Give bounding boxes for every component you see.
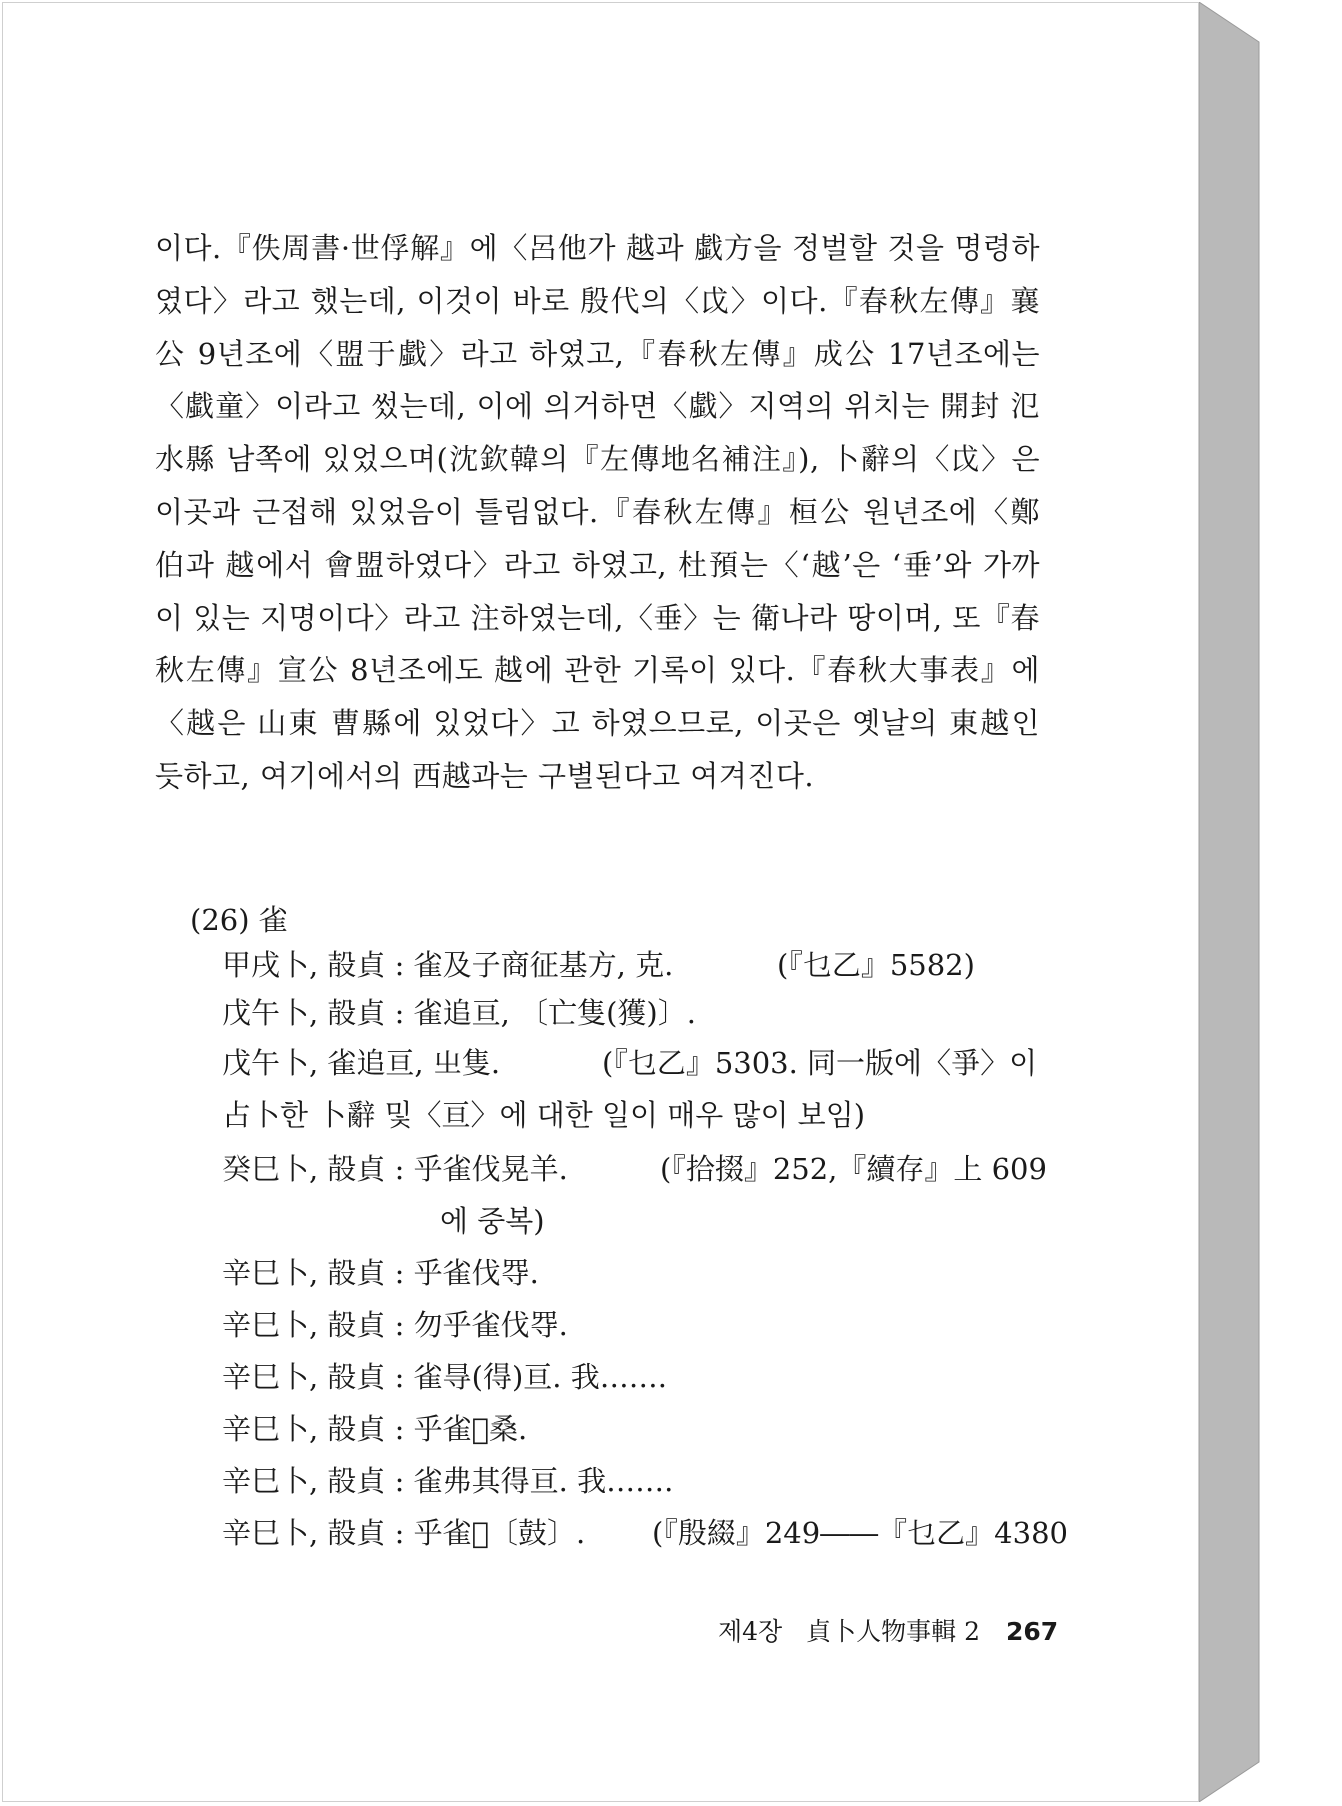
inscription-text: 辛巳卜, 㱿貞 : 乎雀伐㝶. [222, 1256, 539, 1290]
inscription-source: (『拾掇』252,『續存』上 609 [660, 1152, 1047, 1186]
inscription-source: (『乜乙』5582) [777, 948, 975, 982]
inscription-text: 占卜한 卜辭 및〈亘〉에 대한 일이 매우 많이 보임) [222, 1098, 866, 1132]
inscription-source: (『殷綴』249――『乜乙』4380 [652, 1516, 1068, 1550]
inscription-line [222, 1461, 673, 1501]
section-heading: (26) 雀 [190, 903, 288, 937]
inscription-line [222, 1305, 568, 1345]
inscription-line [222, 945, 975, 985]
inscription-line [222, 1149, 1047, 1189]
inscription-text: 辛巳卜, 㱿貞 : 乎雀𦎫〔鼓〕. [222, 1516, 586, 1550]
footer-chapter: 제4장 [718, 1617, 783, 1646]
inscription-text: 辛巳卜, 㱿貞 : 雀㝵(得)亘. 我……. [222, 1360, 667, 1394]
inscription-line [222, 1253, 539, 1293]
inscription-text: 癸巳卜, 㱿貞 : 乎雀伐晃羊. [222, 1152, 568, 1186]
inscription-text: 辛巳卜, 㱿貞 : 雀弗其得亘. 我……. [222, 1464, 674, 1498]
inscription-text: 戊午卜, 雀追亘, 㞢隻. [222, 1046, 501, 1080]
inscription-line [222, 1043, 1038, 1083]
inscription-text: 에 중복) [440, 1204, 545, 1238]
inscription-text: 戊午卜, 㱿貞 : 雀追亘, 〔亡隻(獲)〕. [222, 996, 696, 1030]
inscription-line [440, 1201, 545, 1241]
footer-title: 貞卜人物事輯 2 [806, 1617, 981, 1646]
inscription-line [222, 1357, 667, 1397]
inscription-text: 辛巳卜, 㱿貞 : 乎雀𦎫桑. [222, 1412, 528, 1446]
inscription-text: 辛巳卜, 㱿貞 : 勿乎雀伐㝶. [222, 1308, 568, 1342]
inscription-text: 甲戌卜, 㱿貞 : 雀及子商征基方, 克. [222, 948, 674, 982]
inscription-line [222, 1095, 865, 1135]
inscription-line [222, 993, 696, 1033]
running-footer [718, 1614, 1058, 1650]
inscription-line [222, 1409, 527, 1449]
inscription-source: (『乜乙』5303. 同一版에〈爭〉이 [602, 1046, 1038, 1080]
book-spine [1199, 2, 1269, 1802]
body-paragraph: 이다.『佚周書·世俘解』에〈呂他가 越과 戱方을 정벌할 것을 명령하였다〉라고 했는데, 이것이 바로 殷代의〈戉〉이다.『春秋左傳』襄公 9년조에〈盟于戱〉라고 하였고,『春秋左傳』成公 17년조에는〈戱童〉이라고 썼는데, 이에 의거하면〈戱〉지역의 위치는 開封 氾水縣 남쪽에 있었으며(沈欽韓의『左傳地名補注』), 卜辭의〈戉〉은 이곳과 근접해 있었음이 틀림없다.『春秋左傳』桓公 원년조에〈鄭伯과 越에서 會盟하였다〉라고 하였고, 杜預는〈‘越’은 ‘垂’와 가까이 있는 지명이다〉라고 注하였는데,〈垂〉는 衛나라 땅이며, 또『春秋左傳』宣公 8년조에도 越에 관한 기록이 있다.『春秋大事表』에〈越은 山東 曹縣에 있었다〉고 하였으므로, 이곳은 옛날의 東越인 듯하고, 여기에서의 西越과는 구별된다고 여겨진다. [155, 231, 1040, 793]
inscription-line [222, 1513, 1068, 1553]
page-number: 267 [1005, 1617, 1059, 1646]
